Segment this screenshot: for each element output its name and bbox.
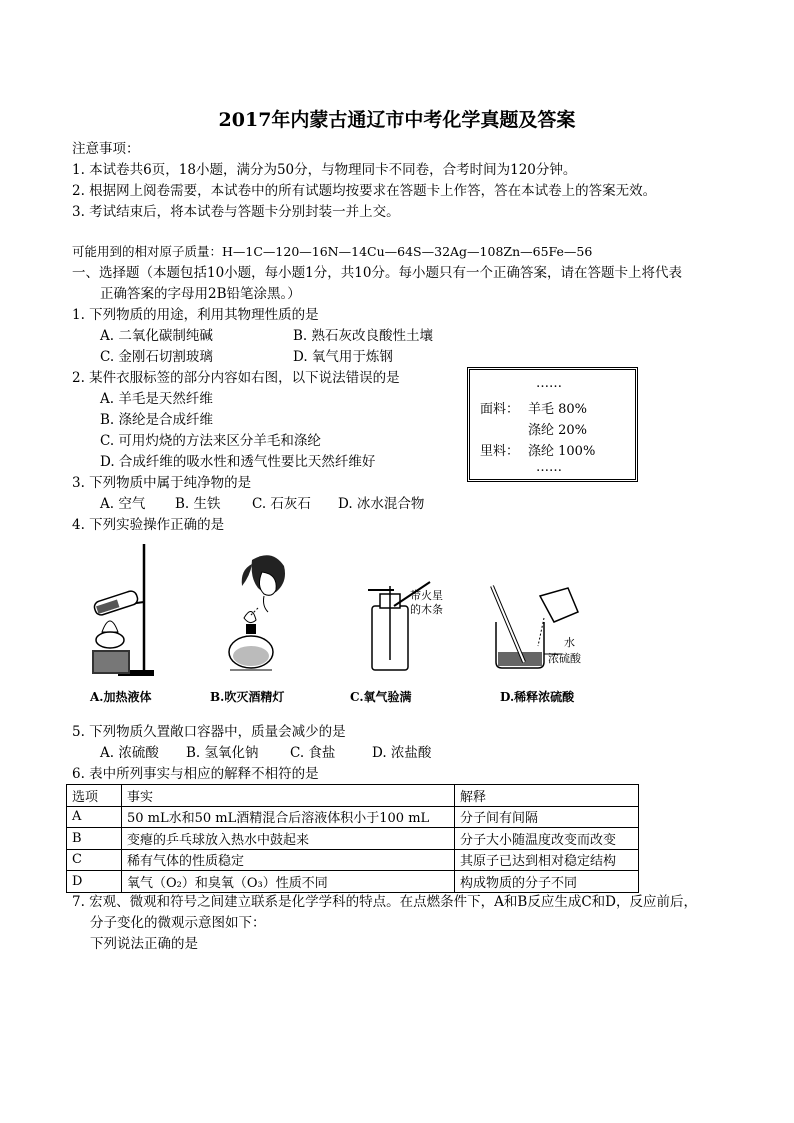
q1-option-d: D. 氧气用于炼钢 bbox=[293, 349, 393, 365]
table-cell-option: C bbox=[67, 849, 122, 871]
q1-option-b: B. 熟石灰改良酸性土壤 bbox=[293, 328, 434, 344]
notes-heading: 注意事项： bbox=[72, 141, 140, 157]
clothing-label-box bbox=[467, 367, 638, 482]
figure-caption-c: C.氧气验满 bbox=[350, 690, 412, 704]
page-title: 2017年内蒙古通辽市中考化学真题及答案 bbox=[218, 109, 576, 131]
label-dots-top: …… bbox=[536, 376, 562, 391]
table-row bbox=[67, 828, 639, 850]
q3-option-b: B. 生铁 bbox=[175, 496, 221, 512]
label-lining-title: 里料： bbox=[480, 444, 520, 459]
q2-option-b: B. 涤纶是合成纤维 bbox=[100, 412, 214, 428]
table-header-option: 选项 bbox=[67, 785, 122, 807]
figure-d-acid: 浓硫酸 bbox=[548, 652, 581, 665]
q5-option-c: C. 食盐 bbox=[290, 745, 336, 761]
table-header-explanation: 解释 bbox=[455, 785, 639, 807]
table-row bbox=[67, 849, 639, 871]
q5-option-b: B. 氢氧化钠 bbox=[186, 745, 259, 761]
q7-stem-line3: 下列说法正确的是 bbox=[90, 936, 198, 952]
table-cell-explanation: 分子大小随温度改变而改变 bbox=[455, 828, 639, 850]
notes-item-3: 3. 考试结束后，将本试卷与答题卡分别封装一并上交。 bbox=[72, 204, 400, 220]
label-dots-bottom: …… bbox=[536, 460, 562, 475]
q2-option-c: C. 可用灼烧的方法来区分羊毛和涤纶 bbox=[100, 433, 321, 449]
table-header-fact: 事实 bbox=[122, 785, 455, 807]
table-cell-explanation: 分子间有间隔 bbox=[455, 806, 639, 828]
table-cell-option: A bbox=[67, 806, 122, 828]
q1-option-c: C. 金刚石切割玻璃 bbox=[100, 349, 213, 365]
q7-stem-line1: 7. 宏观、微观和符号之间建立联系是化学学科的特点。在点燃条件下，A和B反应生成C和D，反应前后， bbox=[72, 894, 697, 910]
table-cell-explanation: 构成物质的分子不同 bbox=[455, 871, 639, 893]
label-face-wool: 羊毛 80% bbox=[528, 402, 588, 417]
q5-option-d: D. 浓盐酸 bbox=[372, 745, 432, 761]
figure-heating-liquid bbox=[88, 540, 158, 680]
table-row bbox=[67, 806, 639, 828]
figure-caption-d: D.稀释浓硫酸 bbox=[500, 690, 575, 704]
table-cell-option: D bbox=[67, 871, 122, 893]
q6-stem: 6. 表中所列事实与相应的解释不相符的是 bbox=[72, 766, 319, 782]
section-heading: 一、选择题（本题包括10小题，每小题1分，共10分。每小题只有一个正确答案，请在答题卡上将代表 bbox=[72, 265, 682, 281]
q3-option-d: D. 冰水混合物 bbox=[338, 496, 425, 512]
figure-caption-a: A.加热液体 bbox=[90, 690, 152, 704]
q3-stem: 3. 下列物质中属于纯净物的是 bbox=[72, 475, 252, 491]
figure-caption-b: B.吹灭酒精灯 bbox=[210, 690, 285, 704]
facts-table bbox=[66, 784, 639, 893]
q1-option-a: A. 二氧化碳制纯碱 bbox=[100, 328, 213, 344]
table-cell-fact: 氧气（O₂）和臭氧（O₃）性质不同 bbox=[122, 871, 455, 893]
label-face-title: 面料： bbox=[480, 402, 520, 417]
q7-stem-line2: 分子变化的微观示意图如下： bbox=[90, 915, 266, 931]
notes-item-2: 2. 根据网上阅卷需要，本试卷中的所有试题均按要求在答题卡上作答，答在本试卷上的答案无效。 bbox=[72, 183, 657, 199]
table-cell-fact: 50 mL水和50 mL酒精混合后溶液体积小于100 mL bbox=[122, 806, 455, 828]
q4-stem: 4. 下列实验操作正确的是 bbox=[72, 517, 225, 533]
q1-stem: 1. 下列物质的用途，利用其物理性质的是 bbox=[72, 307, 319, 323]
q3-option-c: C. 石灰石 bbox=[252, 496, 311, 512]
table-cell-explanation: 其原子已达到相对稳定结构 bbox=[455, 849, 639, 871]
q5-stem: 5. 下列物质久置敞口容器中，质量会减少的是 bbox=[72, 724, 346, 740]
atomic-mass-line: 可能用到的相对原子质量：H—1C—120—16N—14Cu—64S—32Ag—108Zn—65Fe—56 bbox=[72, 244, 593, 259]
table-header-row bbox=[67, 785, 639, 807]
table-row bbox=[67, 871, 639, 893]
q3-option-a: A. 空气 bbox=[100, 496, 146, 512]
q2-option-d: D. 合成纤维的吸水性和透气性要比天然纤维好 bbox=[100, 454, 376, 470]
table-cell-fact: 变瘪的乒乓球放入热水中鼓起来 bbox=[122, 828, 455, 850]
label-face-polyester: 涤纶 20% bbox=[528, 423, 588, 438]
section-heading-cont: 正确答案的字母用2B铅笔涂黑。） bbox=[100, 286, 301, 302]
q2-stem: 2. 某件衣服标签的部分内容如右图，以下说法错误的是 bbox=[72, 370, 400, 386]
q2-option-a: A. 羊毛是天然纤维 bbox=[100, 391, 213, 407]
table-cell-option: B bbox=[67, 828, 122, 850]
table-cell-fact: 稀有气体的性质稳定 bbox=[122, 849, 455, 871]
q5-option-a: A. 浓硫酸 bbox=[100, 745, 159, 761]
figure-c-text-line2: 的木条 bbox=[410, 603, 443, 616]
figure-blowing-lamp bbox=[222, 552, 292, 678]
notes-item-1: 1. 本试卷共6页，18小题，满分为50分，与物理同卡不同卷，合考时间为120分钟。 bbox=[72, 162, 577, 178]
figure-d-water: 水 bbox=[564, 636, 575, 649]
figure-c-text-line1: 带火星 bbox=[410, 589, 443, 602]
label-lining-polyester: 涤纶 100% bbox=[528, 444, 596, 459]
